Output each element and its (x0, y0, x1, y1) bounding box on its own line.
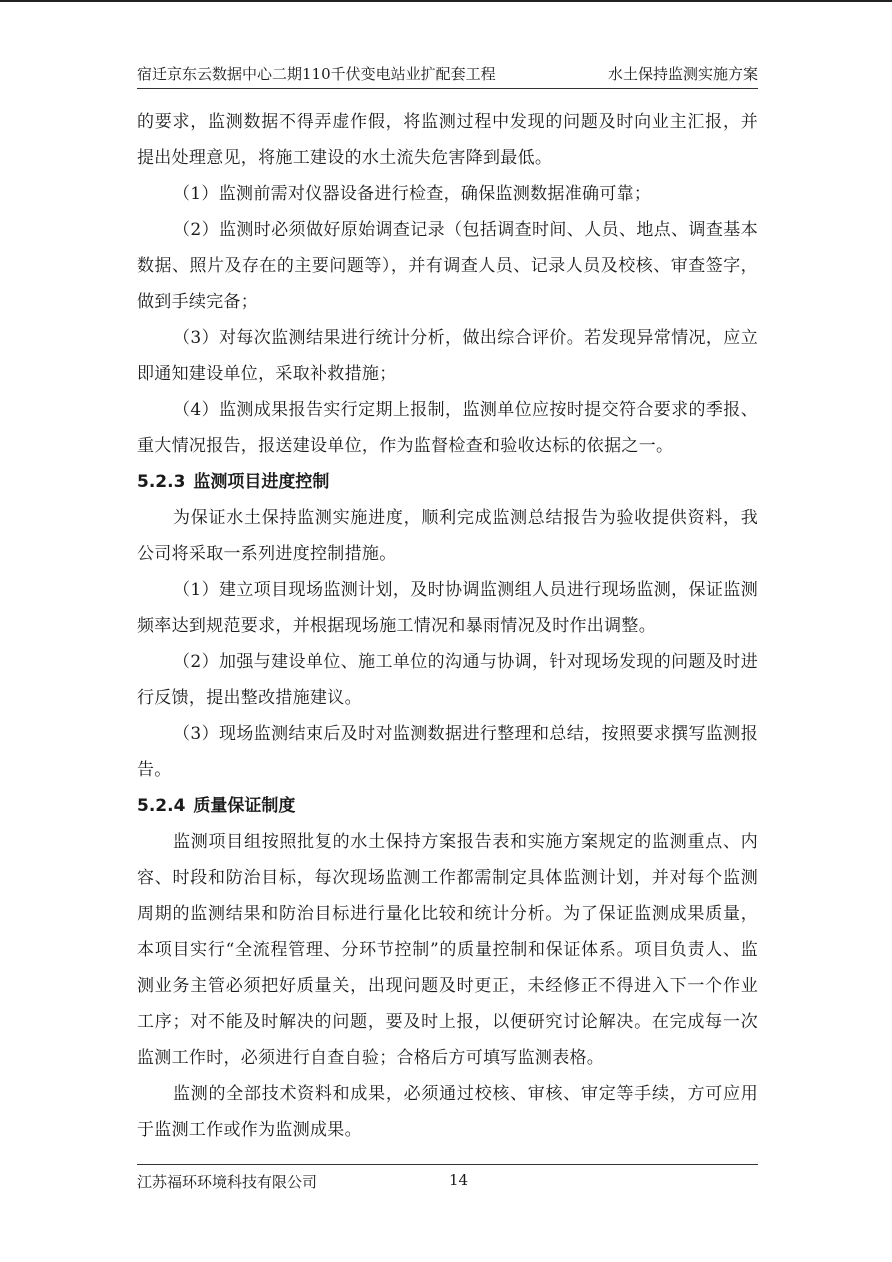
document-body (137, 104, 758, 1148)
page-number: 14 (449, 1171, 469, 1189)
section-title: 监测项目进度控制 (193, 472, 330, 492)
paragraph-quality-review: 监测的全部技术资料和成果，必须通过校核、审核、审定等手续，方可应用于监测工作或作为监测成果。 (137, 1084, 758, 1140)
paragraph-schedule-item-3: （3）现场监测结束后及时对监测数据进行整理和总结，按照要求撰写监测报告。 (137, 724, 758, 780)
section-number: 5.2.3 (137, 472, 186, 492)
header-project-title: 宿迁京东云数据中心二期110千伏变电站业扩配套工程 (137, 65, 496, 83)
paragraph-schedule-item-1: （1）建立项目现场监测计划，及时协调监测组人员进行现场监测，保证监测频率达到规范要求，并根据现场施工情况和暴雨情况及时作出调整。 (137, 580, 758, 636)
paragraph-schedule-item-2: （2）加强与建设单位、施工单位的沟通与协调，针对现场发现的问题及时进行反馈，提出整改措施建议。 (137, 652, 758, 708)
page-header (137, 64, 758, 89)
paragraph-item-1: （1）监测前需对仪器设备进行检查，确保监测数据准确可靠； (173, 184, 652, 204)
header-document-title: 水土保持监测实施方案 (607, 65, 758, 83)
section-heading-5-2-4 (137, 788, 758, 824)
top-border-line (0, 0, 892, 2)
paragraph-quality-system: 监测项目组按照批复的水土保持方案报告表和实施方案规定的监测重点、内容、时段和防治目标，每次现场监测工作都需制定具体监测计划，并对每个监测周期的监测结果和防治目标进行量化比较和统计分析。为了保证监测成果质量，本项目实行“全流程管理、分环节控制”的质量控制和保证体系。项目负责人、监测业务主管必须把好质量关，出现问题及时更正，未经修正不得进入下一个作业工序；对不能及时解决的问题，要及时上报，以便研究讨论解决。在完成每一次监测工作时，必须进行自查自验；合格后方可填写监测表格。 (137, 832, 758, 1068)
paragraph-schedule-intro: 为保证水土保持监测实施进度，顺利完成监测总结报告为验收提供资料，我公司将采取一系列进度控制措施。 (137, 508, 758, 564)
page-footer (137, 1164, 758, 1191)
section-number: 5.2.4 (137, 796, 186, 816)
paragraph-item-4: （4）监测成果报告实行定期上报制，监测单位应按时提交符合要求的季报、重大情况报告，报送建设单位，作为监督检查和验收达标的依据之一。 (137, 400, 758, 456)
paragraph-item-2: （2）监测时必须做好原始调查记录（包括调查时间、人员、地点、调查基本数据、照片及存在的主要问题等），并有调查人员、记录人员及校核、审查签字，做到手续完备； (137, 220, 758, 312)
section-heading-5-2-3 (137, 464, 758, 500)
section-title: 质量保证制度 (193, 796, 296, 816)
paragraph-item-3: （3）对每次监测结果进行统计分析，做出综合评价。若发现异常情况，应立即通知建设单位，采取补救措施； (137, 328, 758, 384)
footer-company-name: 江苏福环环境科技有限公司 (137, 1173, 318, 1191)
paragraph-continued: 的要求，监测数据不得弄虚作假，将监测过程中发现的问题及时向业主汇报，并提出处理意见，将施工建设的水土流失危害降到最低。 (137, 112, 758, 168)
